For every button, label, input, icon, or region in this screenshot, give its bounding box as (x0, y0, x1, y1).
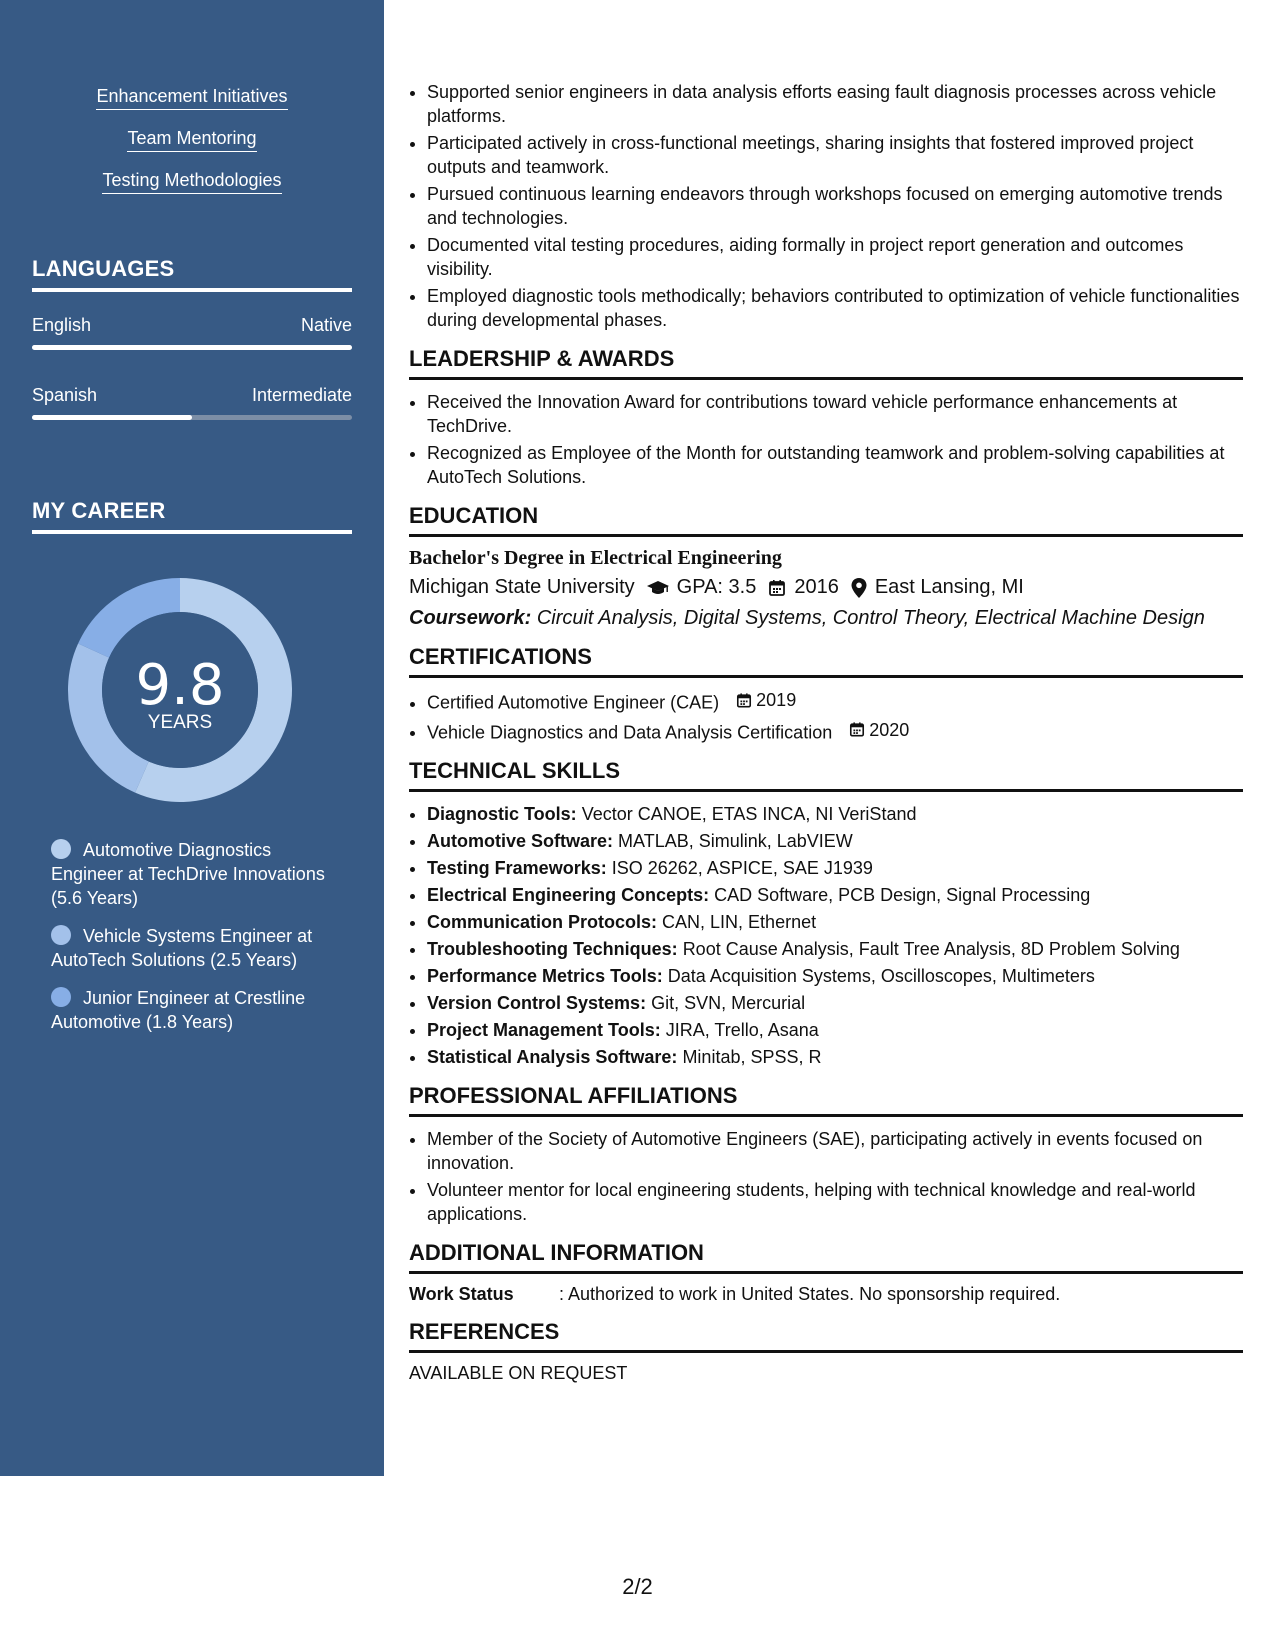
list-item (427, 718, 1243, 745)
skill-links (0, 86, 384, 212)
skill-label: Diagnostic Tools: (427, 804, 577, 824)
skill-value: CAD Software, PCB Design, Signal Processing (714, 885, 1091, 905)
affiliations-heading: PROFESSIONAL AFFILIATIONS (409, 1083, 1243, 1117)
skill-item (427, 1018, 1243, 1042)
education-year: 2016 (794, 576, 839, 598)
education-location: East Lansing, MI (874, 576, 1024, 598)
skill-item (427, 910, 1243, 934)
career-item (51, 986, 341, 1034)
list-item: • Pursued continuous learning endeavors through workshops focused on emerging automotive trends and technologies. (427, 182, 1243, 230)
language-level: Native (300, 315, 352, 335)
skill-value: MATLAB, Simulink, LabVIEW (618, 831, 853, 851)
education-school: Michigan State University (409, 576, 635, 598)
skill-label: Version Control Systems: (427, 993, 647, 1013)
skill-value: Vector CANOE, ETAS INCA, NI VeriStand (581, 804, 917, 824)
skills-heading: TECHNICAL SKILLS (409, 758, 1243, 792)
additional-info-heading: ADDITIONAL INFORMATION (409, 1240, 1243, 1274)
certification-name: Certified Automotive Engineer (CAE) (427, 692, 720, 713)
affiliations-list (409, 1127, 1243, 1226)
page-number: 2/2 (622, 1574, 653, 1599)
career-item-label: Junior Engineer at Crestline Automotive (1.8 Years) (51, 988, 306, 1032)
career-legend (51, 838, 341, 1048)
skill-label: Automotive Software: (427, 831, 614, 851)
work-status-label: Work Status (409, 1284, 514, 1304)
work-status-value: : Authorized to work in United States. No sponsorship required. (559, 1284, 1061, 1304)
language-progress-bar (32, 345, 352, 350)
skill-link[interactable]: Enhancement Initiatives (96, 86, 287, 110)
calendar-icon (768, 579, 786, 597)
career-item (51, 924, 341, 972)
language-name: Spanish (32, 385, 98, 405)
skill-item (427, 1045, 1243, 1069)
skill-value: ISO 26262, ASPICE, SAE J1939 (611, 858, 873, 878)
career-item-label: Automotive Diagnostics Engineer at TechDrive Innovations (5.6 Years) (51, 840, 325, 908)
skill-item (427, 829, 1243, 853)
certifications-heading: CERTIFICATIONS (409, 644, 1243, 678)
career-donut-chart (66, 576, 294, 804)
experience-bullets (409, 80, 1243, 332)
list-item: • Member of the Society of Automotive Engineers (SAE), participating actively in events focused on innovation. (427, 1127, 1243, 1175)
skill-value: Minitab, SPSS, R (682, 1047, 822, 1067)
career-years-unit: YEARS (147, 712, 213, 733)
skill-item (427, 991, 1243, 1015)
skill-item (427, 802, 1243, 826)
skill-label: Testing Frameworks: (427, 858, 607, 878)
career-dot (51, 925, 71, 945)
certification-year: 2020 (869, 719, 910, 740)
main-content (409, 80, 1243, 1384)
skill-item (427, 883, 1243, 907)
skill-value: Git, SVN, Mercurial (651, 993, 806, 1013)
language-progress-fill (32, 345, 352, 350)
skill-value: CAN, LIN, Ethernet (662, 912, 817, 932)
list-item: • Recognized as Employee of the Month for outstanding teamwork and problem-solving capabilities at AutoTech Solutions. (427, 441, 1243, 489)
language-row (32, 315, 352, 336)
leadership-heading: LEADERSHIP & AWARDS (409, 346, 1243, 380)
skills-list (409, 802, 1243, 1069)
calendar-icon (736, 692, 752, 709)
list-item: • Employed diagnostic tools methodically; behaviors contributed to optimization of vehicle functionalities during developmental phases. (427, 284, 1243, 332)
references-text: AVAILABLE ON REQUEST (409, 1363, 628, 1383)
coursework-label: Coursework: (409, 607, 532, 629)
career-years-value: 9.8 (135, 653, 225, 718)
skill-label: Performance Metrics Tools: (427, 966, 663, 986)
skill-link[interactable]: Team Mentoring (127, 128, 256, 152)
education-gpa: GPA: 3.5 (676, 576, 757, 598)
calendar-icon (849, 721, 865, 738)
language-name: English (32, 315, 92, 335)
skill-link[interactable]: Testing Methodologies (102, 170, 281, 194)
education-degree: Bachelor's Degree in Electrical Engineering (409, 547, 782, 569)
skill-value: JIRA, Trello, Asana (665, 1020, 819, 1040)
skill-item (427, 937, 1243, 961)
skill-label: Troubleshooting Techniques: (427, 939, 678, 959)
list-item: • Documented vital testing procedures, aiding formally in project report generation and outcomes visibility. (427, 233, 1243, 281)
skill-item (427, 856, 1243, 880)
language-progress-bar (32, 415, 352, 420)
skill-label: Communication Protocols: (427, 912, 658, 932)
language-level: Intermediate (251, 385, 352, 405)
list-item: • Volunteer mentor for local engineering students, helping with technical knowledge and real-world applications. (427, 1178, 1243, 1226)
leadership-list (409, 390, 1243, 489)
certification-name: Vehicle Diagnostics and Data Analysis Certification (427, 722, 833, 742)
skill-value: Root Cause Analysis, Fault Tree Analysis, 8D Problem Solving (682, 939, 1180, 959)
certifications-list (409, 688, 1243, 744)
education-coursework (409, 607, 1243, 630)
career-item-label: Vehicle Systems Engineer at AutoTech Solutions (2.5 Years) (51, 926, 313, 970)
skill-label: Statistical Analysis Software: (427, 1047, 678, 1067)
list-item (427, 688, 1243, 715)
certification-date (736, 688, 796, 712)
location-pin-icon (851, 578, 867, 598)
languages-heading: LANGUAGES (32, 256, 352, 292)
education-heading: EDUCATION (409, 503, 1243, 537)
skill-label: Electrical Engineering Concepts: (427, 885, 710, 905)
career-item (51, 838, 341, 910)
skill-label: Project Management Tools: (427, 1020, 661, 1040)
career-heading: MY CAREER (32, 498, 352, 534)
certification-year: 2019 (756, 690, 797, 710)
skill-value: Data Acquisition Systems, Oscilloscopes, Multimeters (667, 966, 1095, 986)
work-status-row (409, 1284, 1243, 1305)
coursework-text: Circuit Analysis, Digital Systems, Control Theory, Electrical Machine Design (536, 607, 1205, 629)
list-item: • Participated actively in cross-functional meetings, sharing insights that fostered improved project outputs and teamwork. (427, 131, 1243, 179)
career-dot (51, 987, 71, 1007)
language-row (32, 385, 352, 406)
career-dot (51, 839, 71, 859)
skill-item (427, 964, 1243, 988)
certification-date (849, 718, 909, 742)
list-item: • Received the Innovation Award for contributions toward vehicle performance enhancements at TechDrive. (427, 390, 1243, 438)
references-heading: REFERENCES (409, 1319, 1243, 1353)
list-item: • Supported senior engineers in data analysis efforts easing fault diagnosis processes across vehicle platforms. (427, 80, 1243, 128)
education-details (409, 576, 1243, 599)
sidebar (0, 0, 384, 1476)
language-progress-fill (32, 415, 192, 420)
graduation-cap-icon (647, 579, 669, 597)
